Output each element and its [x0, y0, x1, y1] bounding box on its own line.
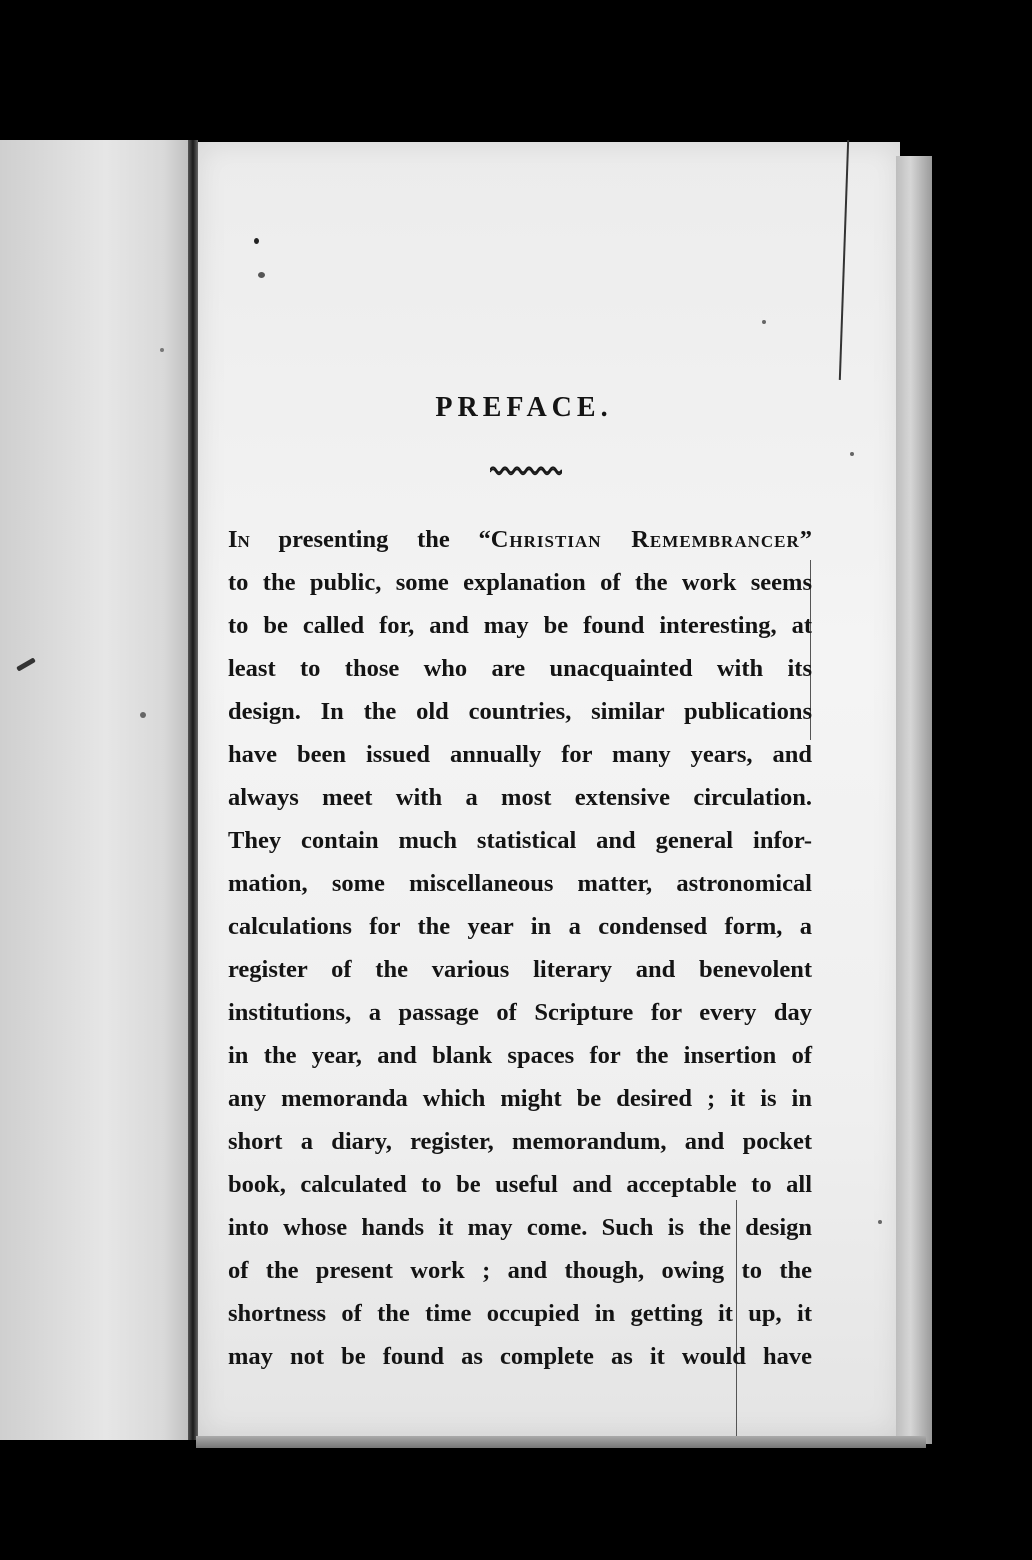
paragraph-line: institutions, a passage of Scripture for every day [228, 999, 812, 1026]
paper-speck [140, 712, 146, 718]
book-gutter [188, 140, 198, 1440]
paragraph-line: design. In the old countries, similar publications [228, 698, 812, 725]
paper-speck [258, 272, 265, 278]
line-text: presenting the “ [249, 526, 491, 553]
paper-speck [254, 238, 259, 244]
paper-speck [762, 320, 766, 324]
page-bottom-edge [196, 1436, 926, 1448]
preface-paragraph [228, 518, 812, 1378]
paper-speck [850, 452, 854, 456]
paragraph-line: in the year, and blank spaces for the insertion of [228, 1042, 812, 1069]
paragraph-line: short a diary, register, memorandum, and pocket [228, 1128, 812, 1155]
paragraph-line: have been issued annually for many years, and [228, 741, 812, 768]
page-heading: PREFACE. [435, 392, 613, 423]
paragraph-line: any memoranda which might be desired ; it is in [228, 1085, 812, 1112]
wavy-rule-ornament-icon [490, 464, 562, 476]
paragraph-line: They contain much statistical and general infor- [228, 827, 812, 854]
paper-speck [160, 348, 164, 352]
book-title: Christian Remembrancer [490, 526, 800, 553]
paragraph-line: may not be found as complete as it would have [228, 1343, 812, 1370]
paragraph-line: mation, some miscellaneous matter, astronomical [228, 870, 812, 897]
paragraph-line: always meet with a most extensive circulation. [228, 784, 812, 811]
paragraph-line: book, calculated to be useful and acceptable to all [228, 1171, 812, 1198]
facing-page-left [0, 140, 192, 1440]
bleed-through-text [130, 500, 143, 538]
paragraph-line: register of the various literary and benevolent [228, 956, 812, 983]
paragraph-line: calculations for the year in a condensed form, a [228, 913, 812, 940]
line-text: ” [799, 526, 813, 553]
paragraph-line: to be called for, and may be found interesting, at [228, 612, 812, 639]
page-edge-stack [896, 156, 932, 1444]
paragraph-line-first [228, 518, 812, 561]
paragraph-line: least to those who are unacquainted with its [228, 655, 812, 682]
paragraph-line: shortness of the time occupied in getting it up, it [228, 1300, 812, 1327]
lead-word: In [228, 526, 250, 553]
paper-speck [878, 1220, 882, 1224]
paragraph-line: of the present work ; and though, owing to the [228, 1257, 812, 1284]
paragraph-line: to the public, some explanation of the work seems [228, 569, 812, 596]
paragraph-line: into whose hands it may come. Such is the design [228, 1214, 812, 1241]
